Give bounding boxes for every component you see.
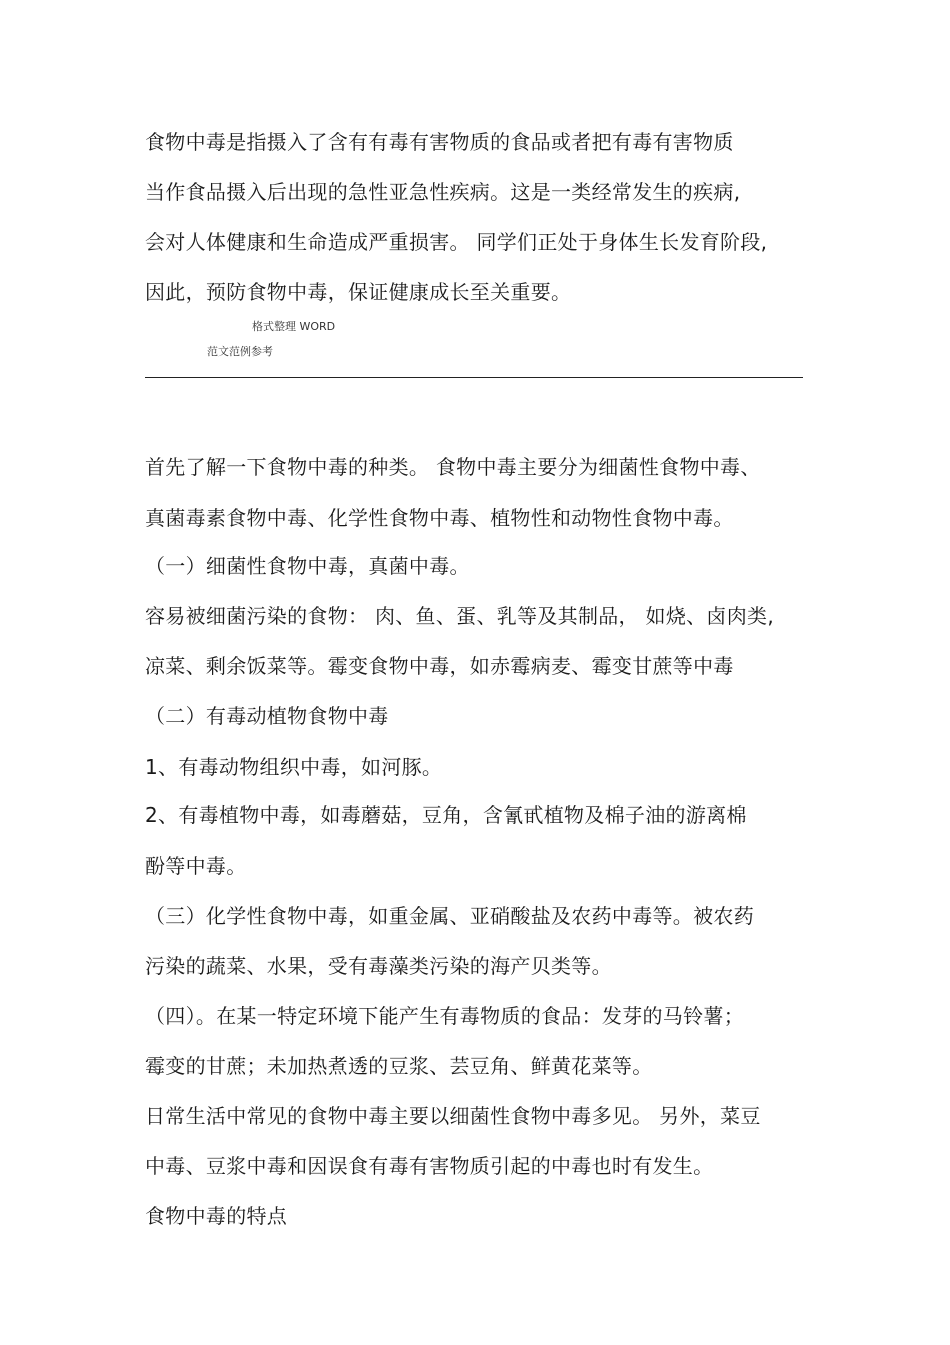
watermark-reference: 范文范例参考 <box>207 345 273 358</box>
intro-line-3: 会对人体健康和生命造成严重损害。 同学们正处于身体生长发育阶段, <box>145 230 768 254</box>
body-line-2: 真菌毒素食物中毒、化学性食物中毒、植物性和动物性食物中毒。 <box>145 506 734 530</box>
body-line-1: 首先了解一下食物中毒的种类。 食物中毒主要分为细菌性食物中毒、 <box>145 455 761 479</box>
intro-line-2: 当作食品摄入后出现的急性亚急性疾病。这是一类经常发生的疾病, <box>145 180 741 204</box>
body-line-12: （四）。在某一特定环境下能产生有毒物质的食品：发芽的马铃薯； <box>145 1004 744 1028</box>
body-line-13: 霉变的甘蔗；未加热煮透的豆浆、芸豆角、鲜黄花菜等。 <box>145 1054 653 1078</box>
body-line-14: 日常生活中常见的食物中毒主要以细菌性食物中毒多见。 另外，菜豆 <box>145 1104 761 1128</box>
section-divider <box>145 377 803 378</box>
intro-line-4: 因此，预防食物中毒，保证健康成长至关重要。 <box>145 280 572 304</box>
body-line-6: （二）有毒动植物食物中毒 <box>145 704 389 728</box>
body-line-10: （三）化学性食物中毒，如重金属、亚硝酸盐及农药中毒等。被农药 <box>145 904 754 928</box>
body-line-7: 1、有毒动物组织中毒，如河豚。 <box>145 755 443 779</box>
body-line-8: 2、有毒植物中毒，如毒蘑菇，豆角，含氰甙植物及棉子油的游离棉 <box>145 803 747 827</box>
section-heading-features: 食物中毒的特点 <box>145 1204 288 1228</box>
body-line-11: 污染的蔬菜、水果，受有毒藻类污染的海产贝类等。 <box>145 954 612 978</box>
body-line-5: 凉菜、剩余饭菜等。霉变食物中毒，如赤霉病麦、霉变甘蔗等中毒 <box>145 654 734 678</box>
body-line-9: 酚等中毒。 <box>145 854 247 878</box>
body-line-15: 中毒、豆浆中毒和因误食有毒有害物质引起的中毒也时有发生。 <box>145 1154 714 1178</box>
body-line-3: （一）细菌性食物中毒，真菌中毒。 <box>145 554 470 578</box>
body-line-4: 容易被细菌污染的食物： 肉、鱼、蛋、乳等及其制品， 如烧、卤肉类, <box>145 604 774 628</box>
intro-line-1: 食物中毒是指摄入了含有有毒有害物质的食品或者把有毒有害物质 <box>145 130 734 154</box>
watermark-format: 格式整理 WORD <box>252 320 336 333</box>
